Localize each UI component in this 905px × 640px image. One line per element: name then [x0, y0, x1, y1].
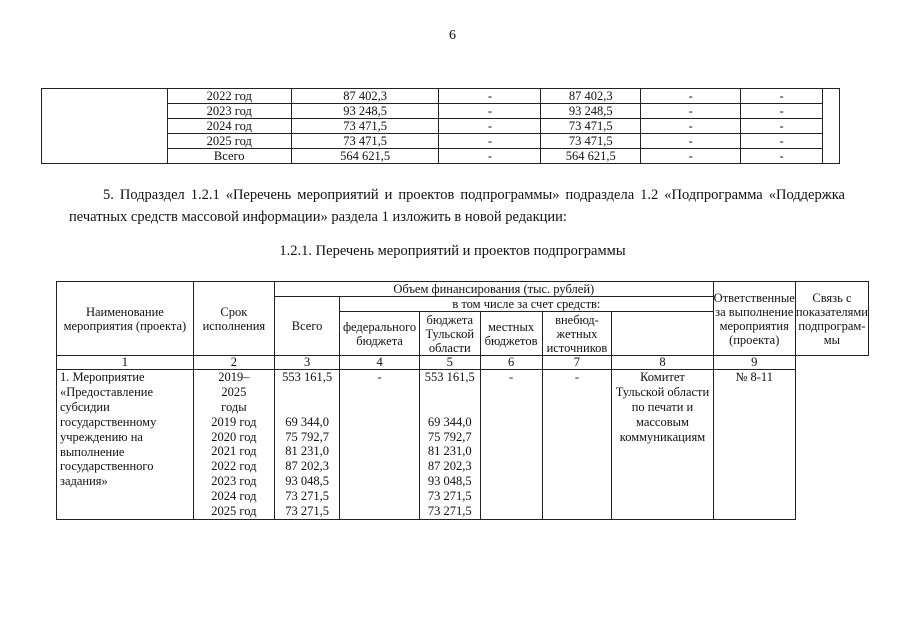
- column-number: 4: [340, 356, 420, 370]
- extra-cell: -: [542, 370, 612, 520]
- year-cell: 2025 год: [167, 134, 291, 149]
- extra-cell: -: [741, 134, 823, 149]
- regional-value: 69 344,0: [427, 414, 472, 429]
- regional-cell: 73 471,5: [541, 119, 641, 134]
- year-cell: 2024 год: [211, 489, 257, 504]
- year-cell: 2023 год: [211, 474, 257, 489]
- year-cell: 2025 год: [211, 504, 257, 519]
- local-cell: -: [641, 119, 741, 134]
- total-main: 553 161,5: [282, 370, 333, 384]
- federal-cell: -: [439, 149, 541, 164]
- extra-cell: -: [741, 119, 823, 134]
- federal-cell: -: [439, 104, 541, 119]
- total-value: 73 271,5: [285, 504, 329, 519]
- extra-cell: -: [741, 104, 823, 119]
- year-cell: 2019 год: [211, 414, 257, 429]
- extra-cell: -: [741, 89, 823, 104]
- year-cell: 2023 год: [167, 104, 291, 119]
- year-cell: 2022 год: [211, 459, 257, 474]
- column-number: 2: [193, 356, 274, 370]
- total-cell: 73 471,5: [291, 134, 439, 149]
- local-cell: -: [641, 104, 741, 119]
- header-regional: бюджета Тульской области: [419, 312, 480, 356]
- total-cell: 87 402,3: [291, 89, 439, 104]
- activity-name: 1. Мероприятие «Предоставление субсидии государственному учреждению на выполнение государственного задания»: [57, 370, 194, 520]
- column-number: 9: [713, 356, 795, 370]
- regional-cell: 87 402,3: [541, 89, 641, 104]
- total-value: 81 231,0: [285, 444, 329, 459]
- total-value: 93 048,5: [285, 474, 329, 489]
- activities-table: [56, 281, 869, 520]
- federal-cell: -: [340, 370, 420, 520]
- column-number: 3: [274, 356, 339, 370]
- regional-value: 87 202,3: [427, 459, 472, 474]
- header-local: местных бюджетов: [480, 312, 542, 356]
- header-term: Срок исполнения: [193, 282, 274, 356]
- merged-name-cell: [42, 89, 168, 164]
- local-cell: -: [641, 134, 741, 149]
- regional-main: 553 161,5: [424, 370, 475, 384]
- regional-value: 73 271,5: [427, 504, 472, 519]
- total-cell: 564 621,5: [291, 149, 439, 164]
- local-cell: -: [641, 89, 741, 104]
- federal-cell: -: [439, 89, 541, 104]
- term-main: 2019–2025 годы: [218, 370, 250, 414]
- regional-value: 75 792,7: [427, 429, 472, 444]
- empty-cell: [822, 89, 839, 164]
- regional-cell: 564 621,5: [541, 149, 641, 164]
- column-number: 6: [480, 356, 542, 370]
- header-extra: внебюд-жетных источников: [542, 312, 612, 356]
- header-name: Наименование мероприятия (проекта): [57, 282, 194, 356]
- local-cell: -: [480, 370, 542, 520]
- federal-cell: -: [439, 134, 541, 149]
- total-cell: [274, 370, 339, 520]
- column-number-row: [57, 356, 869, 370]
- table-row: [42, 89, 840, 104]
- column-number: 7: [542, 356, 612, 370]
- total-value: 75 792,7: [285, 429, 329, 444]
- header-including: в том числе за счет средств:: [340, 297, 713, 312]
- responsible-cell: Комитет Тульской области по печати и массовым коммуникациям: [612, 370, 713, 520]
- section-heading: 1.2.1. Перечень мероприятий и проектов подпрограммы: [279, 243, 626, 259]
- table-row: [57, 370, 869, 520]
- year-cell: 2021 год: [211, 444, 257, 459]
- total-value: 73 271,5: [285, 489, 329, 504]
- regional-value: 73 271,5: [427, 489, 472, 504]
- header-funding: Объем финансирования (тыс. рублей): [274, 282, 713, 297]
- federal-cell: -: [439, 119, 541, 134]
- total-value: 69 344,0: [285, 414, 329, 429]
- term-cell: [193, 370, 274, 520]
- year-cell: 2024 год: [167, 119, 291, 134]
- year-cell: 2022 год: [167, 89, 291, 104]
- year-cell: Всего: [167, 149, 291, 164]
- column-number: 1: [57, 356, 194, 370]
- regional-value: 81 231,0: [427, 444, 472, 459]
- total-cell: 73 471,5: [291, 119, 439, 134]
- total-value: 87 202,3: [285, 459, 329, 474]
- header-total: Всего: [274, 297, 339, 356]
- page-number: 6: [449, 28, 456, 43]
- continuation-table: [41, 88, 840, 164]
- header-responsible: Ответственные за выполнение мероприятия (проекта): [713, 282, 795, 356]
- regional-cell: 73 471,5: [541, 134, 641, 149]
- regional-value: 93 048,5: [427, 474, 472, 489]
- link-cell: № 8-11: [713, 370, 795, 520]
- header-federal: федерального бюджета: [340, 312, 420, 356]
- header-link: Связь с показателями подпрограм-мы: [795, 282, 868, 356]
- amendment-paragraph: 5. Подраздел 1.2.1 «Перечень мероприятий и проектов подпрограммы» подраздела 1.2 «Подпрограмма «Поддержка печатных средств массовой информации» раздела 1 изложить в новой редакции:: [69, 187, 845, 225]
- column-number: 8: [612, 356, 713, 370]
- year-cell: 2020 год: [211, 429, 257, 444]
- total-cell: 93 248,5: [291, 104, 439, 119]
- extra-cell: -: [741, 149, 823, 164]
- regional-cell: [419, 370, 480, 520]
- local-cell: -: [641, 149, 741, 164]
- column-number: 5: [419, 356, 480, 370]
- regional-cell: 93 248,5: [541, 104, 641, 119]
